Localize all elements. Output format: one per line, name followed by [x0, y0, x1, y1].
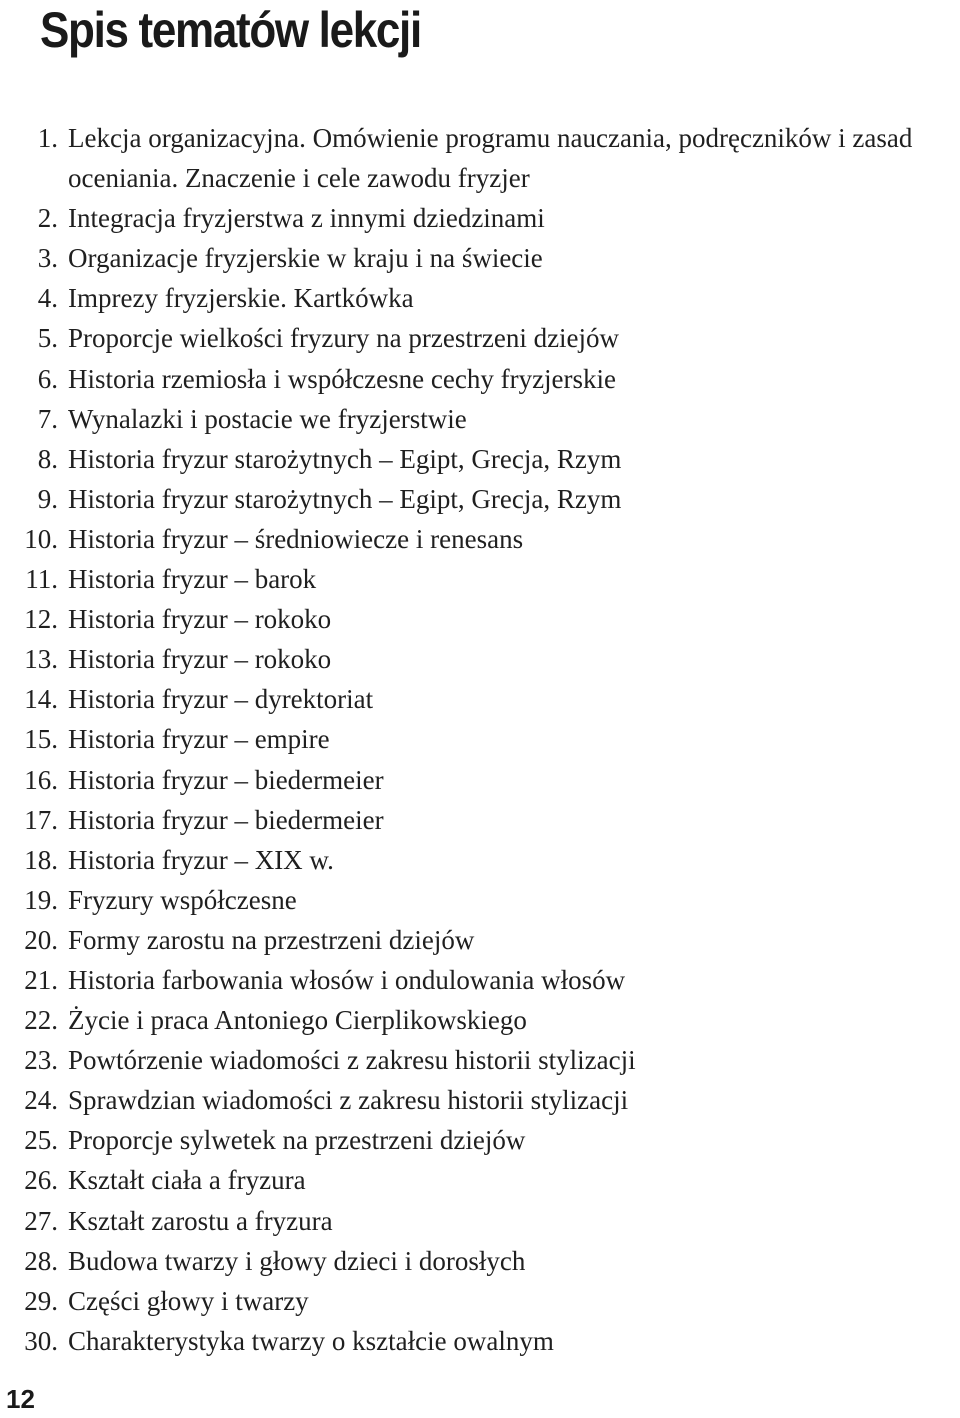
topic-text: Integracja fryzjerstwa z innymi dziedzinami	[68, 203, 545, 234]
topic-number: 8.	[37, 443, 58, 474]
topic-item	[0, 519, 960, 559]
topic-item	[0, 1000, 960, 1040]
topic-number: 19.	[24, 884, 58, 915]
topic-item	[0, 118, 960, 198]
topic-number: 28.	[24, 1245, 58, 1276]
topic-text: Historia farbowania włosów i ondulowania włosów	[68, 964, 626, 995]
topic-item	[0, 1321, 960, 1361]
page-title: Spis tematów lekcji	[40, 2, 421, 58]
topic-item	[0, 1080, 960, 1120]
topic-item	[0, 318, 960, 358]
topic-number: 21.	[24, 964, 58, 995]
topic-text: Historia fryzur – biedermeier	[68, 804, 384, 835]
topic-item	[0, 1040, 960, 1080]
topic-item	[0, 278, 960, 318]
topic-number: 3.	[37, 243, 58, 274]
topic-number: 7.	[37, 403, 58, 434]
topic-number: 27.	[24, 1205, 58, 1236]
topic-item	[0, 840, 960, 880]
topic-number: 30.	[24, 1325, 58, 1356]
topic-item	[0, 880, 960, 920]
topic-text: Historia fryzur – rokoko	[68, 644, 332, 675]
topic-text: Powtórzenie wiadomości z zakresu historii stylizacji	[68, 1045, 636, 1076]
topic-item	[0, 439, 960, 479]
topic-item	[0, 399, 960, 439]
topic-item	[0, 800, 960, 840]
topic-number: 16.	[24, 764, 58, 795]
topic-item	[0, 359, 960, 399]
page-number: 12	[6, 1384, 35, 1414]
topic-text: Historia fryzur – rokoko	[68, 604, 332, 635]
topic-text: Kształt zarostu a fryzura	[68, 1205, 333, 1236]
topic-item	[0, 1201, 960, 1241]
topic-text: Historia fryzur – średniowiecze i renesans	[68, 523, 524, 554]
topic-item	[0, 479, 960, 519]
topic-number: 22.	[24, 1005, 58, 1036]
topic-number: 20.	[24, 924, 58, 955]
topic-number: 6.	[37, 363, 58, 394]
topic-text: Historia fryzur – XIX w.	[68, 844, 334, 875]
topic-number: 10.	[24, 523, 58, 554]
topic-text: Fryzury współczesne	[68, 884, 297, 915]
topic-text: Historia fryzur – barok	[68, 564, 317, 595]
topic-item	[0, 1120, 960, 1160]
topic-item	[0, 1281, 960, 1321]
topic-item	[0, 920, 960, 960]
topic-item	[0, 238, 960, 278]
topic-number: 1.	[37, 123, 58, 153]
topic-text: Proporcje wielkości fryzury na przestrzeni dziejów	[68, 323, 620, 354]
topic-text: Lekcja organizacyjna. Omówienie programu nauczania, podręczników i zasad oceniania. Znaczenie i cele zawodu fryzjer	[68, 123, 913, 194]
topic-text: Historia fryzur starożytnych – Egipt, Grecja, Rzym	[68, 483, 622, 514]
topic-item	[0, 559, 960, 599]
topic-text: Organizacje fryzjerskie w kraju i na świecie	[68, 243, 543, 274]
topic-text: Historia fryzur – dyrektoriat	[68, 684, 374, 715]
topic-number: 11.	[25, 564, 58, 595]
topic-text: Części głowy i twarzy	[68, 1285, 309, 1316]
topic-text: Historia fryzur starożytnych – Egipt, Grecja, Rzym	[68, 443, 622, 474]
topic-number: 12.	[24, 604, 58, 635]
topic-item	[0, 1241, 960, 1281]
topic-text: Budowa twarzy i głowy dzieci i dorosłych	[68, 1245, 526, 1276]
topic-number: 29.	[24, 1285, 58, 1316]
topic-number: 2.	[37, 203, 58, 234]
topic-text: Sprawdzian wiadomości z zakresu historii stylizacji	[68, 1085, 629, 1116]
topic-text: Historia fryzur – empire	[68, 724, 330, 755]
topic-item	[0, 679, 960, 719]
topic-number: 23.	[24, 1045, 58, 1076]
topic-item	[0, 960, 960, 1000]
topic-item	[0, 599, 960, 639]
topic-number: 14.	[24, 684, 58, 715]
topic-item	[0, 639, 960, 679]
topic-number: 4.	[37, 283, 58, 314]
topic-text: Imprezy fryzjerskie. Kartkówka	[68, 283, 414, 314]
topic-text: Formy zarostu na przestrzeni dziejów	[68, 924, 475, 955]
topic-text: Życie i praca Antoniego Cierplikowskiego	[68, 1005, 527, 1036]
topic-number: 24.	[24, 1085, 58, 1116]
topic-text: Charakterystyka twarzy o kształcie owalnym	[68, 1325, 554, 1356]
topic-number: 25.	[24, 1125, 58, 1156]
topic-number: 9.	[37, 483, 58, 514]
topic-number: 15.	[24, 724, 58, 755]
topic-text: Historia rzemiosła i współczesne cechy fryzjerskie	[68, 363, 617, 394]
topic-number: 18.	[24, 844, 58, 875]
topic-text: Historia fryzur – biedermeier	[68, 764, 384, 795]
topic-list	[0, 118, 960, 1361]
topic-item	[0, 760, 960, 800]
topic-number: 17.	[24, 804, 58, 835]
topic-item	[0, 1160, 960, 1200]
topic-item	[0, 198, 960, 238]
topic-text: Wynalazki i postacie we fryzjerstwie	[68, 403, 467, 434]
topic-item	[0, 719, 960, 759]
topic-number: 5.	[37, 323, 58, 354]
topic-text: Proporcje sylwetek na przestrzeni dziejów	[68, 1125, 526, 1156]
topic-number: 26.	[24, 1165, 58, 1196]
topic-number: 13.	[24, 644, 58, 675]
topic-text: Kształt ciała a fryzura	[68, 1165, 306, 1196]
